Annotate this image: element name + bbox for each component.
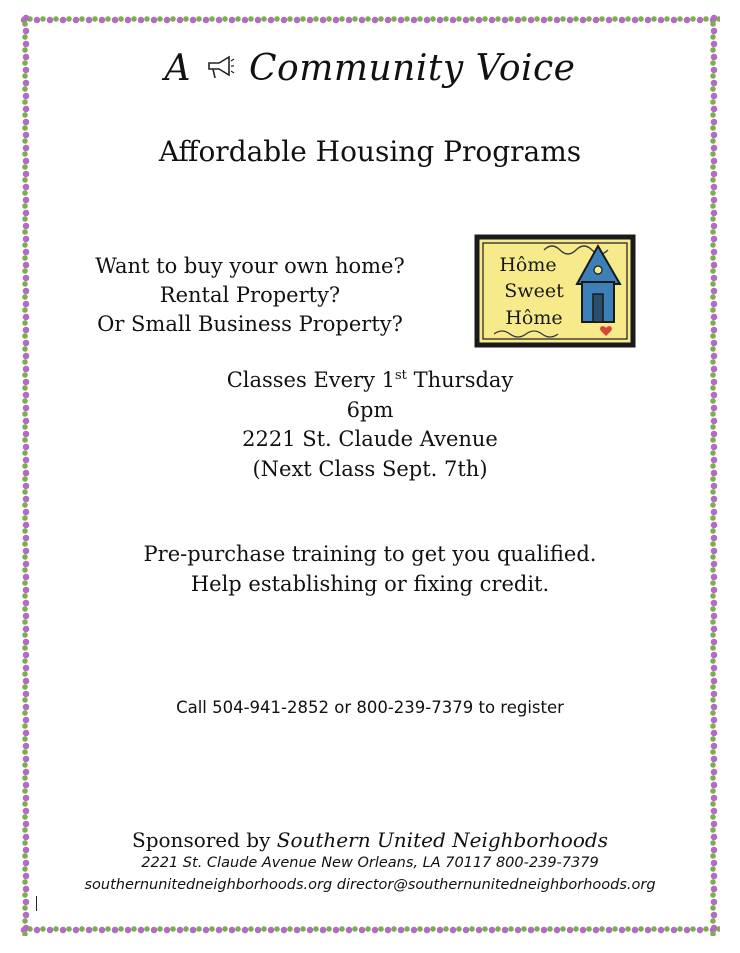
logo-line-1: Hôme [499, 254, 557, 276]
flyer-title [60, 40, 680, 96]
next-class-date: (Next Class Sept. 7th) [252, 456, 488, 481]
floral-border-left [20, 14, 32, 936]
floral-border-right [708, 14, 720, 936]
sponsor-org: Southern United Neighborhoods [276, 828, 608, 852]
class-address: 2221 St. Claude Avenue [242, 427, 498, 451]
megaphone-icon [205, 55, 235, 81]
headline: Affordable Housing Programs [158, 135, 582, 168]
sponsor-line [40, 828, 700, 852]
sponsor-address: 2221 St. Claude Avenue New Orleans, LA 70117 800-239-7379 [141, 855, 599, 871]
register-call-text: Call 504-941-2852 or 800-239-7379 to register [176, 698, 564, 717]
benefit-2: Help establishing or fixing credit. [190, 571, 550, 596]
benefit-list [60, 540, 680, 599]
question-1: Want to buy your own home? [95, 254, 405, 278]
question-2: Rental Property? [159, 283, 341, 307]
logo-line-2: Sweet [504, 280, 564, 302]
floral-border-top [20, 14, 720, 26]
sponsor-label: Sponsored by [132, 828, 277, 852]
logo-line-3: Hôme [505, 307, 563, 329]
title-main: Community Voice [249, 47, 576, 89]
class-schedule: Classes Every 1st Thursday [226, 368, 514, 392]
text-cursor [36, 896, 37, 911]
question-3: Or Small Business Property? [97, 312, 403, 336]
title-prefix: A [164, 47, 191, 89]
question-list [55, 252, 445, 339]
floral-border-bottom [20, 924, 720, 936]
home-sweet-home-logo [474, 234, 636, 348]
benefit-1: Pre-purchase training to get you qualified. [143, 542, 597, 566]
sponsor-web-email: southernunitedneighborhoods.org director@southernunitedneighborhoods.org [84, 877, 656, 893]
class-info [150, 366, 590, 484]
class-time: 6pm [346, 397, 394, 422]
